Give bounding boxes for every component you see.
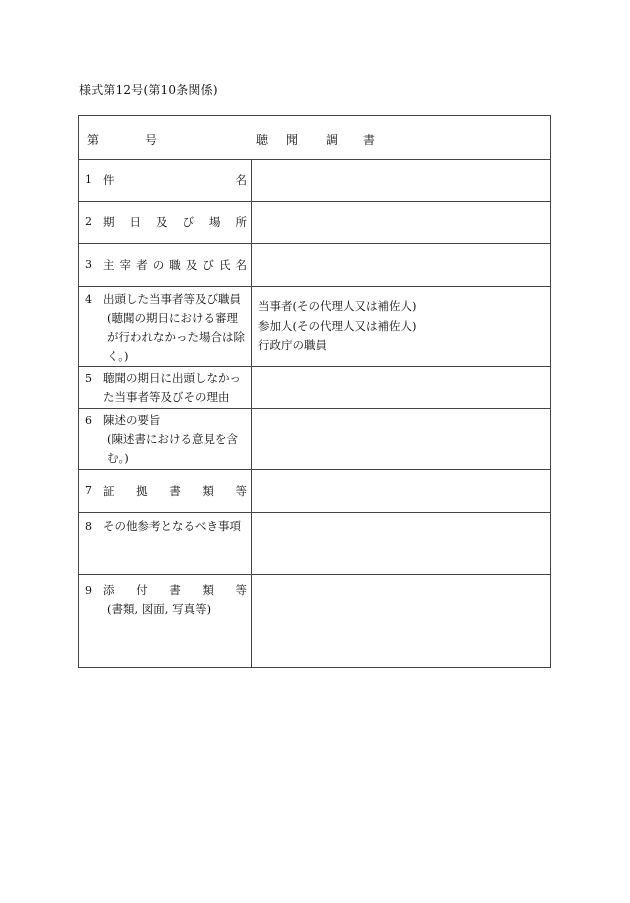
row-value-cell[interactable] xyxy=(252,287,550,366)
row-number: 7 xyxy=(85,484,92,497)
label-text xyxy=(103,581,247,600)
row-value-cell[interactable] xyxy=(252,244,550,286)
label-text: 出頭した当事者等及び職員 xyxy=(103,292,241,306)
row-label xyxy=(103,290,247,366)
label-char: 者 xyxy=(136,258,148,272)
attendee-category: 参加人(その代理人又は補佐人) xyxy=(258,318,417,333)
label-char: 主 xyxy=(103,258,115,272)
title-char: 書 xyxy=(363,133,376,147)
label-char: 添 xyxy=(103,583,115,597)
row-label xyxy=(103,213,247,232)
row-number: 1 xyxy=(85,173,92,186)
label-char: 職 xyxy=(169,258,181,272)
label-note: (陳述書における意見を含む。) xyxy=(107,432,238,465)
row-value-cell[interactable] xyxy=(252,409,550,469)
row-label-cell xyxy=(79,202,252,243)
label-char: 宰 xyxy=(119,258,132,272)
label-char: 類 xyxy=(202,583,214,597)
row-number: 4 xyxy=(85,293,92,306)
row-number: 3 xyxy=(85,258,92,271)
row-label xyxy=(103,171,247,190)
label-note: (聴聞の期日における審理が行われなかった場合は除く。) xyxy=(107,311,245,363)
label-char: 件 xyxy=(103,173,115,187)
row-statement-summary xyxy=(79,409,550,470)
row-label-cell xyxy=(79,367,252,408)
label-note: (書類, 図面, 写真等) xyxy=(107,602,212,616)
label-char: 拠 xyxy=(136,484,148,498)
row-other-matters xyxy=(79,513,550,575)
label-char: 期 xyxy=(103,215,115,229)
row-attendees xyxy=(79,287,550,367)
title-row xyxy=(79,116,550,160)
row-label xyxy=(103,581,247,619)
row-label-cell xyxy=(79,409,252,469)
row-number: 8 xyxy=(85,520,92,533)
number-suffix: 号 xyxy=(145,133,158,147)
row-attachments xyxy=(79,575,550,667)
label-char: 書 xyxy=(169,484,181,498)
label-char: 等 xyxy=(235,484,247,498)
row-value-cell[interactable] xyxy=(252,470,550,512)
row-value-cell[interactable] xyxy=(252,202,550,243)
row-value-cell[interactable] xyxy=(252,575,550,667)
attendee-categories xyxy=(258,297,416,356)
label-char: び xyxy=(202,258,214,272)
row-absentees xyxy=(79,367,550,409)
label-char: 付 xyxy=(136,583,148,597)
row-label: 聴聞の期日に出頭しなかった当事者等及びその理由 xyxy=(103,371,241,404)
title-char: 聴 xyxy=(256,133,269,147)
label-char: び xyxy=(182,215,194,229)
label-char: 類 xyxy=(202,484,214,498)
row-presiding-officer xyxy=(79,244,550,287)
label-char: 所 xyxy=(235,215,247,229)
label-char: 書 xyxy=(169,583,181,597)
number-prefix: 第 xyxy=(87,133,100,147)
row-evidence xyxy=(79,470,550,513)
hearing-record-table xyxy=(78,115,551,668)
label-char: 及 xyxy=(185,258,198,272)
label-char: 証 xyxy=(103,484,115,498)
label-char: 等 xyxy=(235,583,247,597)
attendee-category: 行政庁の職員 xyxy=(258,338,327,352)
label-text: 陳述の要旨 xyxy=(103,413,161,427)
label-char: 氏 xyxy=(218,258,231,272)
row-number: 6 xyxy=(85,414,92,427)
row-label: その他参考となるべき事項 xyxy=(103,519,241,533)
row-date-and-place xyxy=(79,202,550,244)
row-item-name xyxy=(79,159,550,202)
label-char: の xyxy=(152,258,165,272)
row-label-cell xyxy=(79,159,252,201)
row-value-cell[interactable] xyxy=(252,159,550,201)
row-number: 9 xyxy=(85,584,92,597)
row-label-cell xyxy=(79,513,252,574)
row-number: 2 xyxy=(85,215,92,228)
row-number: 5 xyxy=(85,372,92,385)
row-label-cell xyxy=(79,244,252,286)
row-label-cell xyxy=(79,287,252,366)
row-value-cell[interactable] xyxy=(252,367,550,408)
form-caption: 様式第12号(第10条関係) xyxy=(79,83,218,97)
row-label xyxy=(103,256,247,275)
label-char: 名 xyxy=(235,258,247,272)
row-label-cell xyxy=(79,575,252,667)
label-char: 場 xyxy=(209,215,221,229)
row-label xyxy=(103,482,247,501)
row-value-cell[interactable] xyxy=(252,513,550,574)
title-char: 調 xyxy=(326,133,339,147)
label-char: 及 xyxy=(156,215,168,229)
title-char: 聞 xyxy=(286,133,299,147)
row-label xyxy=(103,411,247,468)
label-char: 日 xyxy=(129,215,141,229)
row-label-cell xyxy=(79,470,252,512)
attendee-category: 当事者(その代理人又は補佐人) xyxy=(258,299,417,313)
label-char: 名 xyxy=(235,173,247,187)
